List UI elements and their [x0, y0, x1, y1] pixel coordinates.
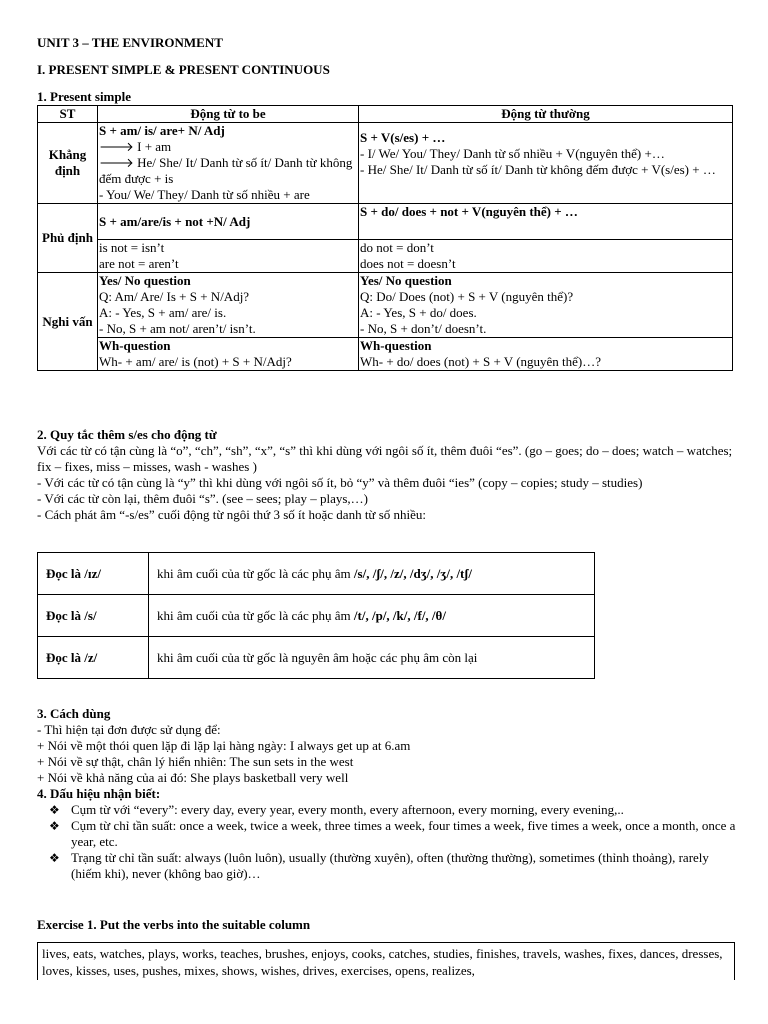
wh-title: Wh-question	[360, 338, 432, 353]
pronunciation-desc-cell	[149, 595, 595, 637]
rule-line: - Với các từ còn lại, thêm đuôi “s”. (see – sees; play – plays,…)	[37, 491, 369, 506]
usage-line: + Nói về một thói quen lặp đi lặp lại hàng ngày: I always get up at 6.am	[37, 738, 411, 753]
yes-no-row	[38, 273, 733, 338]
table-header-row	[38, 106, 733, 123]
be-question-line: Q: Am/ Are/ Is + S + N/Adj?	[99, 289, 250, 304]
verb-yes-no-cell	[359, 273, 733, 338]
negative-be-formula: S + am/are/is + not +N/ Adj	[98, 204, 359, 240]
pronunciation-table	[37, 552, 595, 679]
verb-contraction: does not = doesn’t	[360, 256, 456, 271]
negative-label: Phủ định	[38, 204, 98, 273]
be-question-line: A: - Yes, S + am/ are/ is.	[99, 305, 227, 320]
negative-verb-formula: S + do/ does + not + V(nguyên thể) + …	[359, 204, 733, 240]
diamond-bullet-icon: ❖	[49, 819, 60, 833]
question-label: Nghi vấn	[38, 273, 98, 371]
wh-title: Wh-question	[99, 338, 171, 353]
be-contraction: is not = isn’t	[99, 240, 165, 255]
usage-line: + Nói về sự thật, chân lý hiển nhiên: The sun sets in the west	[37, 754, 354, 769]
verb-contractions-cell	[359, 240, 733, 273]
be-contraction: are not = aren’t	[99, 256, 179, 271]
grammar-table	[37, 105, 733, 371]
sign-text: Cụm từ chỉ tần suất: once a week, twice a week, three times a week, four times a week, five times a week, once a month, once a year, etc.	[71, 818, 736, 849]
present-simple-title: 1. Present simple	[37, 89, 131, 104]
pronunciation-desc-cell	[149, 553, 595, 595]
usage-title: 3. Cách dùng	[37, 706, 111, 721]
sign-text: Trạng từ chỉ tần suất: always (luôn luôn), usually (thường xuyên), often (thường thường), sometimes (thỉnh thoảng), rarely (hiếm khi), never (không bao giờ)…	[71, 850, 709, 881]
usage-line: + Nói về khả năng của ai đó: She plays basketball very well	[37, 770, 349, 785]
exercise-word-box: lives, eats, watches, plays, works, teaches, brushes, enjoys, cooks, catches, studies, finishes, travels, washes, fixes, dances, dresses, loves, kisses, uses, pushes, mixes, shows, wishes, drives, exercises, opens, realizes,	[37, 942, 735, 980]
header-ordinary-verb: Động từ thường	[359, 106, 733, 123]
diamond-bullet-icon: ❖	[49, 851, 60, 865]
exercise-title: Exercise 1. Put the verbs into the suitable column	[37, 917, 311, 932]
list-item	[37, 802, 737, 818]
pronunciation-key: Đọc là /ɪz/	[38, 553, 149, 595]
s-es-rules-title: 2. Quy tắc thêm s/es cho động từ	[37, 427, 217, 442]
pronunciation-desc: khi âm cuối của từ gốc là các phụ âm	[157, 607, 354, 623]
pronunciation-key: Đọc là /z/	[38, 637, 149, 679]
affirmative-verb-cell	[359, 123, 733, 204]
signs-title: 4. Dấu hiệu nhận biết:	[37, 786, 161, 801]
affirmative-verb-line: - He/ She/ It/ Danh từ số ít/ Danh từ không đếm được + V(s/es) + …	[360, 162, 716, 177]
usage-line: - Thì hiện tại đơn được sử dụng để:	[37, 722, 221, 737]
pronunciation-sounds: /s/, /ʃ/, /z/, /dʒ/, /ʒ/, /tʃ/	[353, 565, 472, 581]
usage-section	[37, 706, 737, 882]
pronunciation-desc: khi âm cuối của từ gốc là các phụ âm	[157, 565, 354, 581]
verb-question-line: - No, S + don’t/ doesn’t.	[360, 321, 487, 336]
be-wh-formula: Wh- + am/ are/ is (not) + S + N/Adj?	[99, 354, 292, 369]
pronunciation-sounds: /t/, /p/, /k/, /f/, /θ/	[353, 607, 446, 623]
affirmative-label: Khẳng định	[38, 123, 98, 204]
affirmative-be-line: 🡒 I + am	[99, 139, 172, 154]
pronunciation-desc-cell	[149, 637, 595, 679]
affirmative-be-line: 🡒 He/ She/ It/ Danh từ số ít/ Danh từ không đếm được + is	[99, 155, 353, 186]
affirmative-verb-line: - I/ We/ You/ They/ Danh từ số nhiều + V(nguyên thể) +…	[360, 146, 665, 161]
pronunciation-desc: khi âm cuối của từ gốc là nguyên âm hoặc các phụ âm còn lại	[157, 649, 478, 665]
wh-row	[38, 338, 733, 371]
signs-list	[37, 802, 737, 882]
affirmative-be-cell	[98, 123, 359, 204]
list-item	[37, 850, 737, 882]
pronunciation-row	[38, 553, 595, 595]
pronunciation-key: Đọc là /s/	[38, 595, 149, 637]
s-es-rules-section	[37, 427, 737, 523]
verb-question-line: Q: Do/ Does (not) + S + V (nguyên thể)?	[360, 289, 574, 304]
rule-line: - Với các từ có tận cùng là “y” thì khi dùng với ngôi số ít, bỏ “y” và thêm đuôi “ies” (copy – copies; study – studies)	[37, 475, 643, 490]
verb-wh-cell	[359, 338, 733, 371]
header-st: ST	[38, 106, 98, 123]
unit-title: UNIT 3 – THE ENVIRONMENT	[37, 35, 223, 50]
pronunciation-row	[38, 637, 595, 679]
list-item	[37, 818, 737, 850]
be-contractions-cell	[98, 240, 359, 273]
contraction-row	[38, 240, 733, 273]
affirmative-verb-formula: S + V(s/es) + …	[360, 130, 446, 145]
verb-wh-formula: Wh- + do/ does (not) + S + V (nguyên thể)…?	[360, 354, 602, 369]
verb-question-line: A: - Yes, S + do/ does.	[360, 305, 477, 320]
verb-contraction: do not = don’t	[360, 240, 434, 255]
rule-line: - Cách phát âm “-s/es” cuối động từ ngôi thứ 3 số ít hoặc danh từ số nhiều:	[37, 507, 427, 522]
be-yes-no-cell	[98, 273, 359, 338]
affirmative-be-formula: S + am/ is/ are+ N/ Adj	[99, 123, 225, 138]
affirmative-be-line: - You/ We/ They/ Danh từ số nhiều + are	[99, 187, 310, 202]
yes-no-title: Yes/ No question	[99, 273, 191, 288]
header-to-be: Động từ to be	[98, 106, 359, 123]
yes-no-title: Yes/ No question	[360, 273, 452, 288]
be-question-line: - No, S + am not/ aren’t/ isn’t.	[99, 321, 256, 336]
affirmative-row	[38, 123, 733, 204]
be-wh-cell	[98, 338, 359, 371]
sign-text: Cụm từ với “every”: every day, every year, every month, every afternoon, every morning, every evening,..	[71, 802, 624, 817]
rule-line: Với các từ có tận cùng là “o”, “ch”, “sh”, “x”, “s” thì khi dùng với ngôi số ít, thêm đuôi “es”. (go – goes; do – does; watch – watches; fix – fixes, miss – misses, wash - washes )	[37, 443, 733, 474]
negative-row	[38, 204, 733, 240]
diamond-bullet-icon: ❖	[49, 803, 60, 817]
section-title: I. PRESENT SIMPLE & PRESENT CONTINUOUS	[37, 62, 330, 77]
pronunciation-row	[38, 595, 595, 637]
